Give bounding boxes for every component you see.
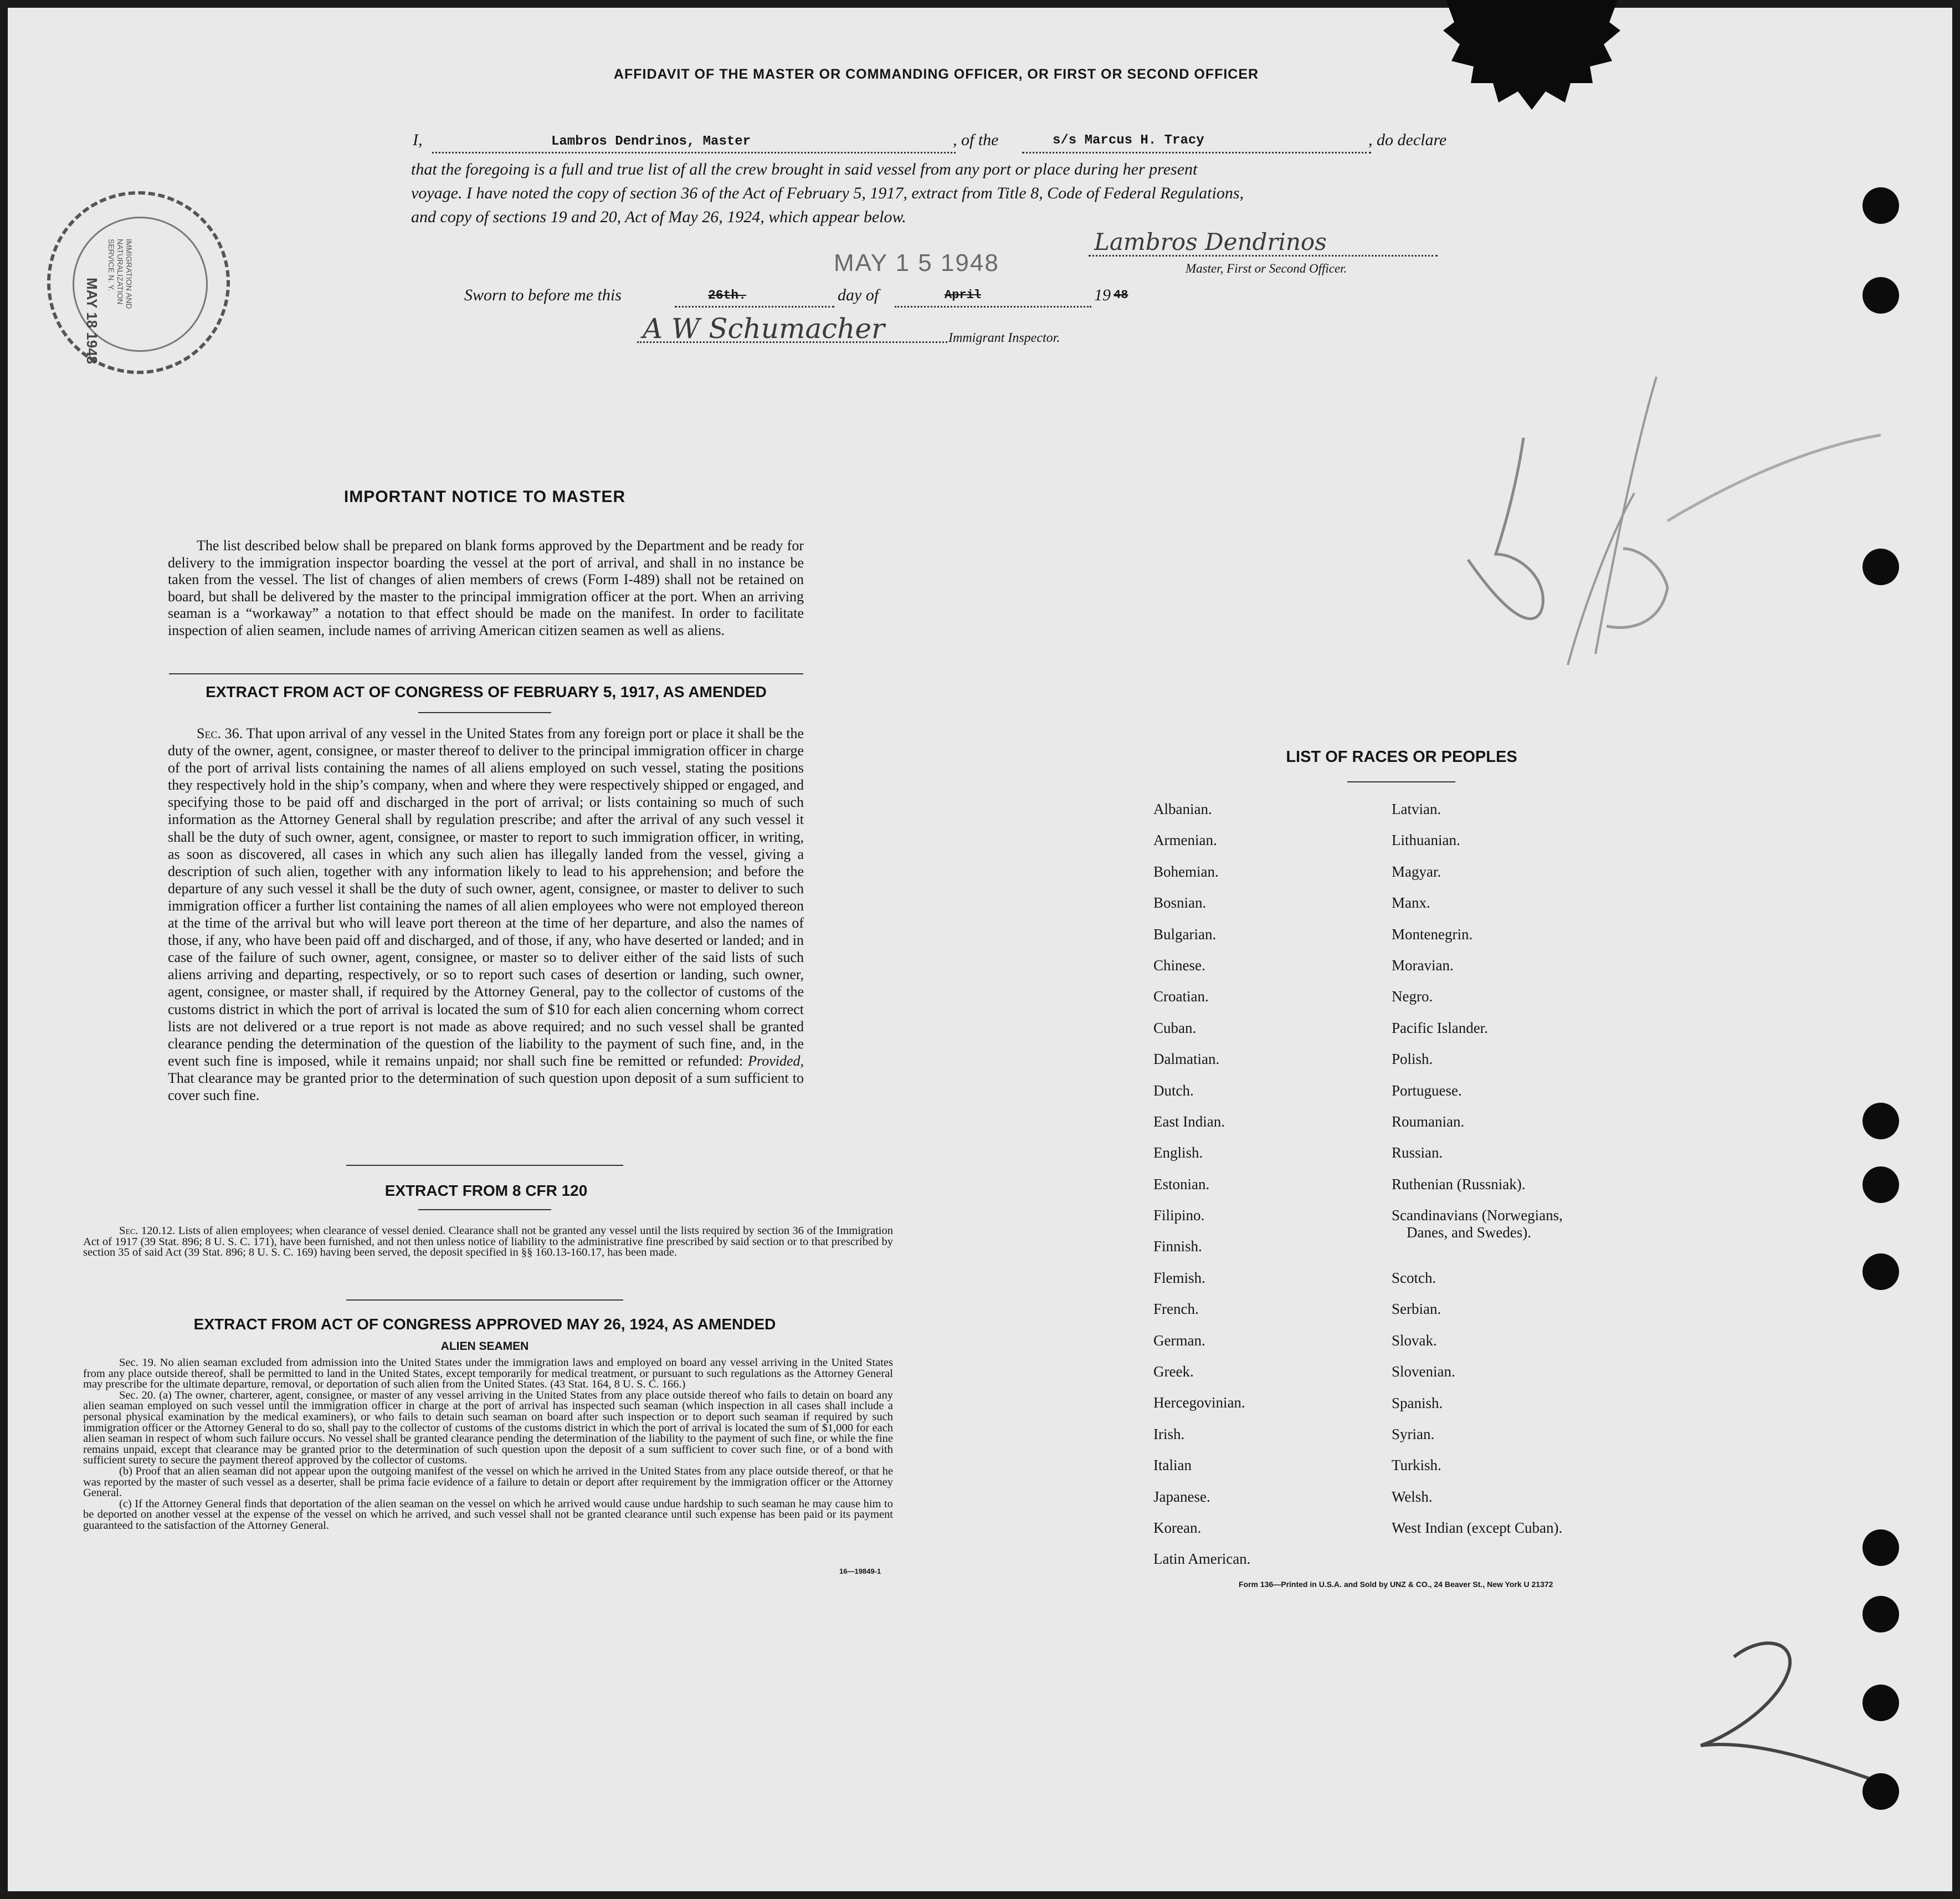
race-item: Scotch. [1392,1270,1436,1287]
form-code: 16—19849-1 [839,1567,881,1575]
affidavit-body-line-2: voyage. I have noted the copy of section 36 of the Act of February 5, 1917, extract from Title 8, Code of Federal Regulations, [411,184,1244,202]
sworn-month: April [945,288,982,302]
sec-36-label: Sec. 36. [197,725,243,741]
sec-20b-text: (b) Proof that an alien seaman did not appear upon the outgoing manifest of the vessel on which he arrived in the United States from any place outside thereof, or that he was reported by the master of such vessel as a deserter, shall be prima facie evidence of a failure to detain or deport after requirement by the immigration officer or the Attorney General. [83,1465,893,1499]
affidavit-body-line-1: that the foregoing is a full and true list of all the crew brought in said vessel from any port or place during her present [411,160,1198,178]
race-item: East Indian. [1153,1113,1225,1130]
race-item: Bohemian. [1153,863,1219,880]
sec-36-text-b: That clearance may be granted prior to the determination of such question upon deposit of a sum sufficient to cover such fine. [168,1069,804,1103]
cfr-text-block [83,1226,893,1258]
race-item: Portuguese. [1392,1082,1462,1099]
master-caption: Master, First or Second Officer. [1186,262,1347,275]
sec-20c-text: (c) If the Attorney General finds that deportation of the alien seaman on the vessel on which he arrived would cause undue hardship to such seaman he may cause him to be deported on another vessel at the expense of the vessel on which he arrived, and such vessel shall not be granted clearance until such expense has been paid or its payment guaranteed to the satisfaction of the Attorney General. [83,1497,893,1532]
race-item: Filipino. [1153,1207,1205,1224]
race-item: Hercegovinian. [1153,1394,1245,1411]
race-item: Finnish. [1153,1238,1202,1255]
race-item: Scandinavians (Norwegians, [1392,1207,1563,1224]
vessel-name: s/s Marcus H. Tracy [1053,133,1204,148]
extract-1924-title: EXTRACT FROM ACT OF CONGRESS APPROVED MAY 26, 1924, AS AMENDED [193,1316,776,1333]
notice-title: IMPORTANT NOTICE TO MASTER [343,488,626,506]
divider [418,1209,551,1210]
extract-1917-text [168,725,804,1104]
punch-hole [1862,549,1899,585]
inspector-signature-line [637,313,947,345]
extract-1924-text [83,1358,893,1532]
race-item: Pacific Islander. [1392,1019,1488,1036]
extract-1924-subtitle: ALIEN SEAMEN [440,1340,529,1353]
race-item: Dalmatian. [1153,1051,1220,1068]
inspector-signature: A W Schumacher [643,313,885,345]
sec-120-text: Lists of alien employees; when clearance of vessel denied. Clearance shall not be granted any vessel until the lists required by section 36 of the Immigration Act of 1917 (39 Stat. 896; 8 U. S. C. 171), have been furnished, and not then unless notice of liability to the administrative fine prescribed by said section or to that prescribed by section 35 of said Act (39 Stat. 896; 8 U. S. C. 169) having been served, the deposit specified in §§ 160.13-160.17, has been made. [83,1225,893,1258]
race-item: Slovak. [1392,1332,1437,1349]
master-signature-line [1089,228,1438,257]
punch-hole [1862,1529,1899,1566]
race-item: West Indian (except Cuban). [1392,1519,1563,1537]
race-item: Manx. [1392,894,1430,912]
divider [346,1165,623,1166]
race-item: Syrian. [1392,1426,1435,1443]
punch-hole [1862,277,1899,314]
race-item: Moravian. [1392,956,1454,974]
affidavit-title: AFFIDAVIT OF THE MASTER OR COMMANDING OFFICER, OR FIRST OR SECOND OFFICER [613,66,1259,82]
race-item: Danes, and Swedes). [1407,1224,1531,1241]
punch-hole [1862,1103,1899,1139]
do-declare-label: , do declare [1368,131,1447,149]
race-item: Welsh. [1392,1488,1433,1505]
cfr-title: EXTRACT FROM 8 CFR 120 [384,1182,588,1199]
race-item: Bosnian. [1153,894,1207,912]
year-suffix: 48 [1114,288,1128,302]
race-item: German. [1153,1332,1205,1349]
races-left-column [1153,800,1386,1581]
sec-20a-text: Sec. 20. (a) The owner, charterer, agent, consignee, or master of any vessel arriving in the United States from any place outside thereof who fails to detain on board any alien seaman employed on such vessel until the immigration officer in charge at the port of arrival has inspected such seaman (which inspection in all cases shall include a personal physical examination by the medical examiners), or who fails to detain such seaman on board after such inspection or to deport such seaman if required by such immigration officer or the Attorney General to do so, shall pay to the collector of customs of the customs district in which the port of arrival is located the sum of $1,000 for each alien seaman in respect of whom such failure occurs. No vessel shall be granted clearance pending the determination of the liability to the payment of such fine, or while the fine remains unpaid, except that clearance may be granted prior to the determination of such question upon the deposit of a sum sufficient to cover such fine, or of a bond with sufficient surety to secure the payment thereof approved by the collector of customs. [83,1389,893,1467]
vessel-name-line [1022,133,1371,153]
sec-36-text-a: That upon arrival of any vessel in the United States from any foreign port or place it shall be the duty of the owner, agent, consignee, or master thereof to deliver to the principal immigration officer in charge of the port of arrival lists containing the names of all aliens employed on such vessel, stating the positions they respectively hold in the ship’s company, when and where they were respectively shipped or engaged, and specifying those to be paid off and discharged in the port of arrival; or lists containing so much of such information as the Attorney General shall by regulation prescribe; and after the arrival of any such vessel it shall be the duty of such owner, agent, consignee, or master to report to such immigration officer, in writing, as soon as discovered, all cases in which any such alien has illegally landed from the vessel, giving a description of such alien, together with any information likely to lead to his apprehension; and before the departure of any such vessel it shall be the duty of such owner, agent, consignee, or master to deliver to such immigration officer a further list containing the names of all alien employees who were not employed thereon at the time of the arrival but who will leave port thereon at the time of her departure, and also the names of those, if any, who have been paid off and discharged, and of those, if any, who have deserted or landed; and in case of the failure of such owner, agent, consignee, or master so to deliver either of the said lists of such aliens arriving and departing, respectively, or so to report such cases of desertion or landing, such owner, agent, consignee, or master shall, if required by the Attorney General, pay to the collector of customs of the customs district in which the port of arrival is located the sum of $10 for each alien concerning whom correct lists are not delivered or a true report is not made as above required; and no such vessel shall be granted clearance pending the determination of the question of the liability to the payment of such fine, and, in the event such fine is imposed, while it remains unpaid; nor shall such fine be remitted or refunded: [168,725,804,1069]
sworn-day-line [675,287,834,308]
race-item: Turkish. [1392,1457,1441,1474]
sec-120-label: Sec. 120.12. [119,1225,176,1237]
race-item: Latvian. [1392,801,1441,817]
master-signature: Lambros Dendrinos [1094,228,1327,255]
race-item: Ruthenian (Russniak). [1392,1175,1526,1192]
punch-hole [1862,1596,1899,1632]
race-item: English. [1153,1144,1203,1161]
race-item: Italian [1153,1457,1192,1474]
sworn-month-line [895,287,1091,308]
race-item: Estonian. [1153,1175,1210,1192]
race-item: Montenegrin. [1392,925,1473,943]
handwritten-mark-top [1457,366,1889,698]
race-item: Latin American. [1153,1550,1251,1568]
race-item: Polish. [1392,1051,1433,1068]
punch-hole [1862,1773,1899,1810]
race-item: Dutch. [1153,1082,1194,1099]
race-item: Magyar. [1392,863,1441,880]
circle-stamp-date: MAY 18 1948 [84,278,100,365]
notice-text: The list described below shall be prepared on blank forms approved by the Department and be ready for delivery to the immigration inspector boarding the vessel at the port of arrival, and shall in no instance be taken from the vessel. The list of changes of alien members of crews (Form I-489) shall not be retained on board, but shall be delivered by the master to the principal immigration officer at the port. When an arriving seaman is a “workaway” a notation to that effect should be made on the manifest. In order to facilitate inspection of alien seamen, include names of arriving American citizen seamen as well as aliens. [168,538,804,638]
races-right-column [1392,800,1669,1550]
inspector-caption: Immigrant Inspector. [948,331,1060,345]
punch-hole [1862,1253,1899,1290]
punch-hole [1862,1166,1899,1203]
received-date-stamp: MAY 1 5 1948 [834,249,999,277]
seal-emblem [1440,0,1623,111]
race-item: Irish. [1153,1425,1185,1442]
punch-hole [1862,187,1899,224]
sec-19-text: Sec. 19. No alien seaman excluded from admission into the United States under the immigration laws and employed on board any vessel arriving in the United States from any place outside thereof, shall be permitted to land in the United States, except temporarily for medical treatment, or pursuant to such regulations as the Attorney General may prescribe for the ultimate departure, removal, or deportation of such alien from the United States. (43 Stat. 164, 8 U. S. C. 166.) [83,1357,893,1391]
race-item: Japanese. [1153,1488,1210,1505]
provided-label: Provided, [748,1052,804,1069]
divider [418,712,551,713]
i-label: I, [413,131,423,149]
race-item: Greek. [1153,1363,1194,1380]
punch-hole [1862,1685,1899,1721]
race-item: Albanian. [1153,801,1212,817]
race-item: Russian. [1392,1144,1443,1161]
race-item: Chinese. [1153,956,1205,974]
race-item: Spanish. [1392,1394,1443,1411]
handwritten-mark-bottom [1667,1635,1900,1801]
race-item: Lithuanian. [1392,832,1460,849]
sworn-label: Sworn to before me this [464,286,622,304]
race-item: Slovenian. [1392,1363,1455,1380]
day-of-label: day of [838,286,879,304]
divider [1347,781,1455,782]
races-title: LIST OF RACES OR PEOPLES [1286,748,1517,766]
race-item: Serbian. [1392,1301,1441,1318]
of-the-label: , of the [953,131,999,149]
extract-1917-title: EXTRACT FROM ACT OF CONGRESS OF FEBRUARY 5, 1917, AS AMENDED [206,683,767,700]
divider [169,673,803,674]
master-name: Lambros Dendrinos, Master [551,134,751,149]
year-prefix: 19 [1094,286,1111,304]
race-item: Armenian. [1153,832,1217,849]
circle-stamp-text: IMMIGRATION AND NATURALIZATION SERVICE N. Y. [107,239,134,309]
race-item: Korean. [1153,1519,1202,1536]
race-item: French. [1153,1301,1199,1318]
form-footer: Form 136—Printed in U.S.A. and Sold by UNZ & CO., 24 Beaver St., New York U 21372 [1239,1580,1553,1589]
affidavit-body-line-3: and copy of sections 19 and 20, Act of May 26, 1924, which appear below. [411,208,906,226]
divider [346,1299,623,1301]
race-item: Croatian. [1153,988,1209,1005]
race-item: Roumanian. [1392,1113,1465,1130]
master-name-line [432,133,956,153]
race-item: Cuban. [1153,1019,1197,1036]
sworn-day: 26th. [708,288,747,303]
ins-circular-stamp [47,191,230,374]
race-item: Negro. [1392,988,1433,1005]
race-item: Bulgarian. [1153,925,1217,943]
race-item: Flemish. [1153,1269,1205,1286]
